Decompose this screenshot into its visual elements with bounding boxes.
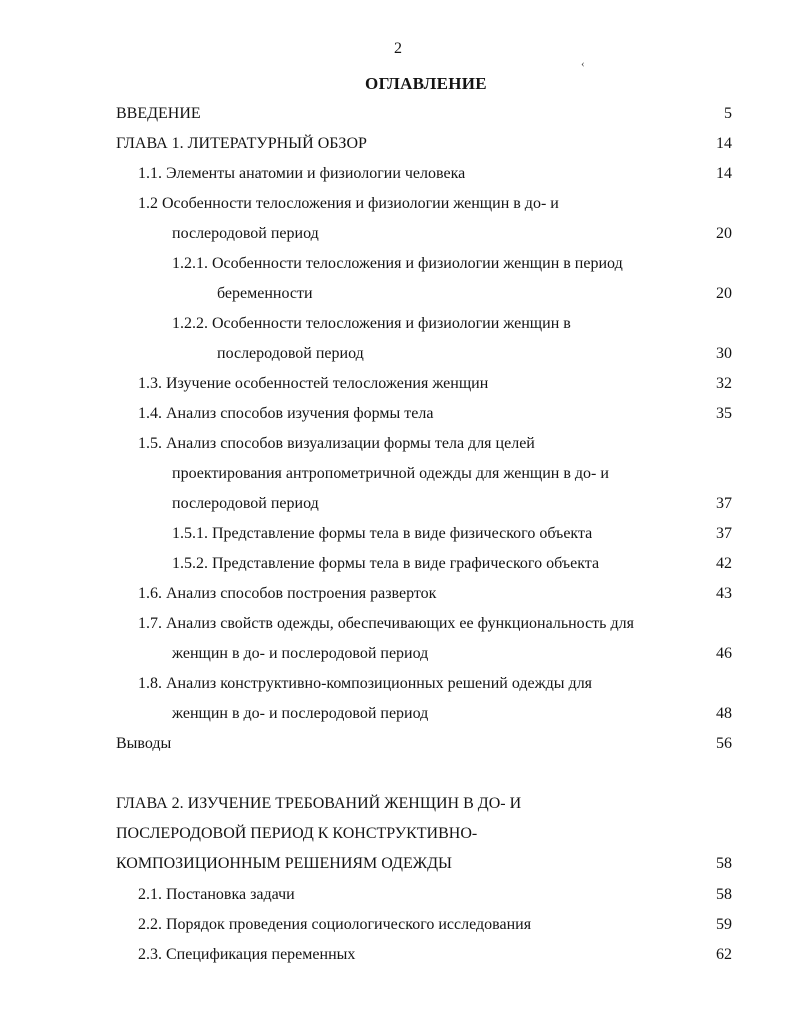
toc-entry-text-line1: 1.2.1. Особенности телосложения и физиологии женщин в период — [172, 255, 623, 272]
toc-entry-text-line2: женщин в до- и послеродовой период — [172, 645, 429, 662]
toc-entry-page: 14 — [716, 165, 732, 182]
stray-mark: ‹ — [581, 58, 585, 70]
toc-entry-text-line2: проектирования антропометричной одежды для женщин в до- и — [172, 465, 609, 482]
toc-entry-text: 1.5.1. Представление формы тела в виде физического объекта — [172, 525, 593, 542]
toc-entry-page: 58 — [716, 886, 732, 903]
toc-entry-page: 59 — [716, 916, 732, 933]
toc-entry-text: 2.2. Порядок проведения социологического исследования — [138, 916, 532, 933]
toc-entry-text: 1.6. Анализ способов построения разверток — [138, 585, 437, 602]
toc-entry-text-line3: КОМПОЗИЦИОННЫМ РЕШЕНИЯМ ОДЕЖДЫ — [116, 855, 452, 872]
toc-entry-page: 62 — [716, 946, 732, 963]
toc-entry-text: 2.3. Спецификация переменных — [138, 946, 356, 963]
toc-entry-page: 5 — [724, 105, 732, 122]
toc-entry-page: 37 — [716, 495, 732, 512]
toc-entry-text: 1.4. Анализ способов изучения формы тела — [138, 405, 434, 422]
toc-entry-text-line2: послеродовой период — [217, 345, 364, 362]
toc-entry-page: 58 — [716, 855, 732, 872]
toc-entry-text: ГЛАВА 1. ЛИТЕРАТУРНЫЙ ОБЗОР — [116, 135, 367, 152]
toc-entry-text: 1.3. Изучение особенностей телосложения женщин — [138, 375, 489, 392]
page-number: 2 — [394, 40, 402, 57]
toc-entry-text: ВВЕДЕНИЕ — [116, 105, 201, 122]
toc-entry-text: 2.1. Постановка задачи — [138, 886, 295, 903]
toc-entry-text-line1: 1.7. Анализ свойств одежды, обеспечивающих ее функциональность для — [138, 615, 634, 632]
toc-entry-text-line1: 1.2 Особенности телосложения и физиологии женщин в до- и — [138, 195, 559, 212]
toc-entry-text-line1: ГЛАВА 2. ИЗУЧЕНИЕ ТРЕБОВАНИЙ ЖЕНЩИН В ДО- И — [116, 795, 522, 812]
toc-entry-page: 42 — [716, 555, 732, 572]
toc-entry-text-line1: 1.5. Анализ способов визуализации формы тела для целей — [138, 435, 535, 452]
toc-entry-text-line2: беременности — [217, 285, 313, 302]
toc-entry-text: 1.5.2. Представление формы тела в виде графического объекта — [172, 555, 600, 572]
toc-entry-page: 37 — [716, 525, 732, 542]
toc-entry-text-line2: женщин в до- и послеродовой период — [172, 705, 429, 722]
toc-entry-text: 1.1. Элементы анатомии и физиологии человека — [138, 165, 466, 182]
toc-entry-page: 43 — [716, 585, 732, 602]
toc-entry-page: 32 — [716, 375, 732, 392]
toc-entry-page: 48 — [716, 705, 732, 722]
toc-entry-page: 20 — [716, 285, 732, 302]
toc-entry-text-line2: послеродовой период — [172, 225, 319, 242]
toc-entry-text-line1: 1.2.2. Особенности телосложения и физиологии женщин в — [172, 315, 571, 332]
toc-entry-text-line3: послеродовой период — [172, 495, 319, 512]
page-title: ОГЛАВЛЕНИЕ — [365, 74, 487, 93]
toc-entry-text: Выводы — [116, 735, 172, 752]
toc-entry-page: 14 — [716, 135, 732, 152]
toc-entry-text-line1: 1.8. Анализ конструктивно-композиционных решений одежды для — [138, 675, 593, 692]
toc-entry-page: 20 — [716, 225, 732, 242]
toc-entry-text-line2: ПОСЛЕРОДОВОЙ ПЕРИОД К КОНСТРУКТИВНО- — [116, 825, 478, 842]
toc-entry-page: 30 — [716, 345, 732, 362]
toc-entry-page: 46 — [716, 645, 732, 662]
toc-entry-page: 35 — [716, 405, 732, 422]
toc-entry-page: 56 — [716, 735, 732, 752]
